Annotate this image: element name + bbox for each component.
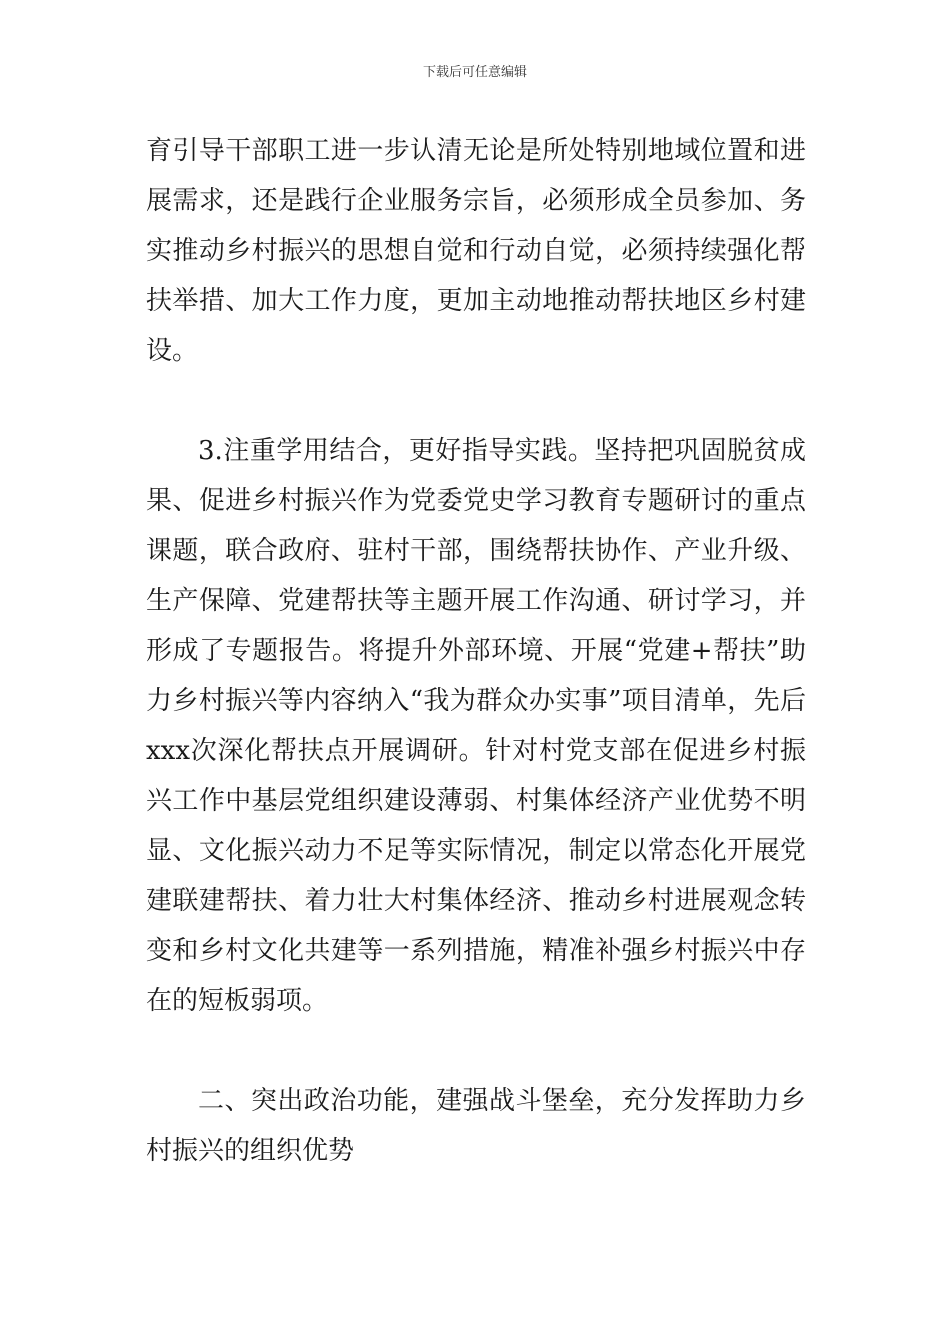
document-body [146, 126, 806, 1176]
paragraph-continuation: 育引导干部职工进一步认清无论是所处特别地域位置和进展需求，还是践行企业服务宗旨，必须形成全员参加、务实推动乡村振兴的思想自觉和行动自觉，必须持续强化帮扶举措、加大工作力度，更加主动地推动帮扶地区乡村建设。 [146, 136, 806, 366]
page-header-note: 下载后可任意编辑 [422, 65, 527, 80]
paragraph-point-3: 3.注重学用结合，更好指导实践。坚持把巩固脱贫成果、促进乡村振兴作为党委党史学习教育专题研讨的重点课题，联合政府、驻村干部，围绕帮扶协作、产业升级、生产保障、党建帮扶等主题开展工作沟通、研讨学习，并形成了专题报告。将提升外部环境、开展“党建+帮扶”助力乡村振兴等内容纳入“我为群众办实事”项目清单，先后xxx次深化帮扶点开展调研。针对村党支部在促进乡村振兴工作中基层党组织建设薄弱、村集体经济产业优势不明显、文化振兴动力不足等实际情况，制定以常态化开展党建联建帮扶、着力壮大村集体经济、推动乡村进展观念转变和乡村文化共建等一系列措施，精准补强乡村振兴中存在的短板弱项。 [146, 436, 806, 1016]
section-heading-2: 二、突出政治功能，建强战斗堡垒，充分发挥助力乡村振兴的组织优势 [146, 1086, 806, 1166]
